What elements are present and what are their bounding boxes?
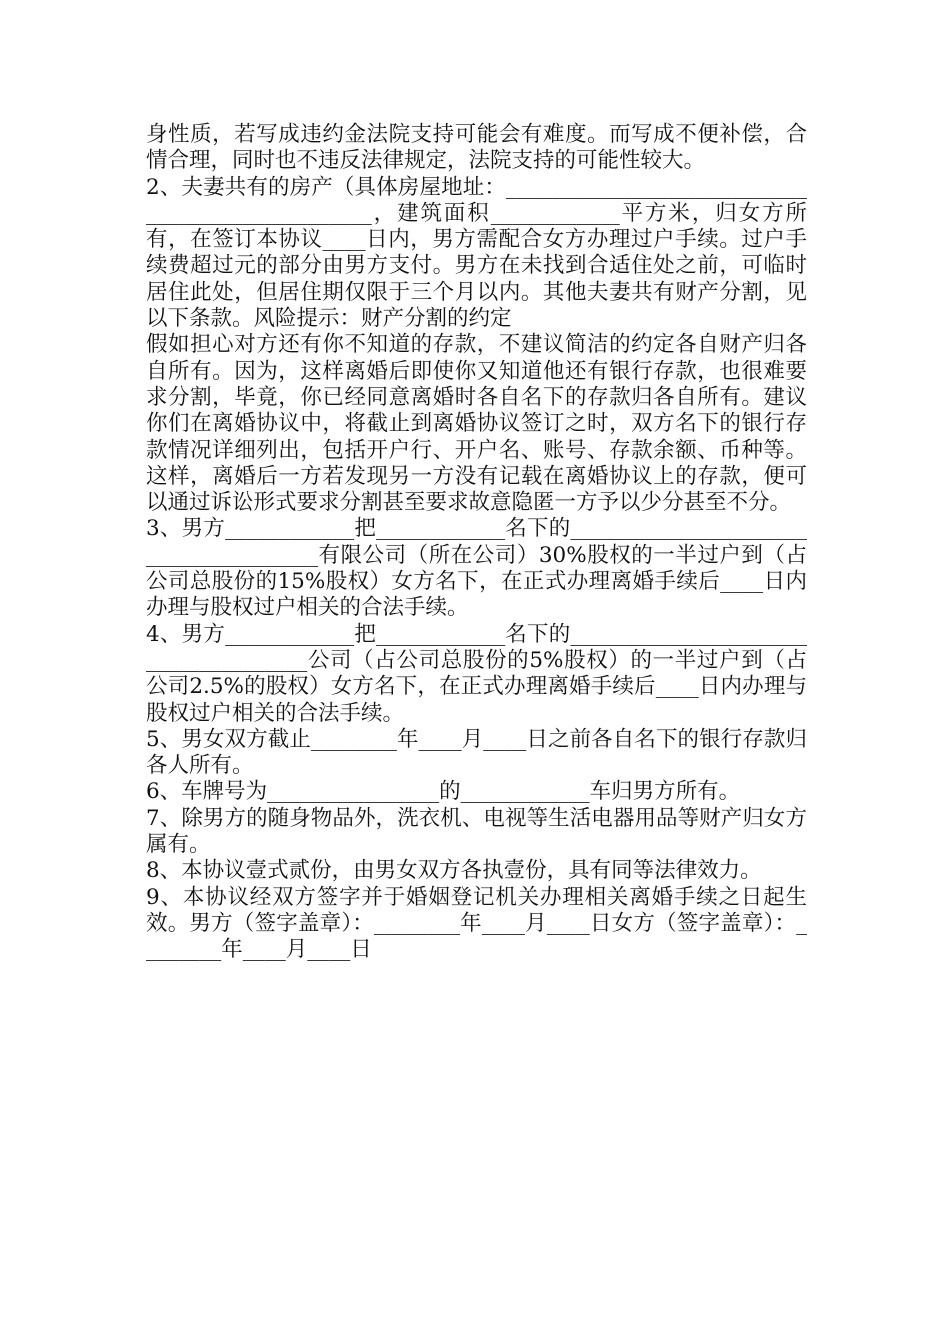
paragraph-clause-5-deposits: 5、男女双方截止________年____月____日之前各自名下的银行存款归各人所有。 <box>146 726 807 779</box>
paragraph-clause-9-signatures: 9、本协议经双方签字并于婚姻登记机关办理相关离婚手续之日起生效。男方（签字盖章）：________年____月____日女方（签字盖章）：________年____月____日 <box>146 884 807 963</box>
document-body <box>146 122 807 964</box>
paragraph-risk-note: 假如担心对方还有你不知道的存款，不建议简洁的约定各自财产归各自所有。因为，这样离婚后即使你又知道他还有银行存款，也很难要求分割，毕竟，你已经同意离婚时各自名下的存款归各自所有。建议你们在离婚协议中，将截止到离婚协议签订之时，双方名下的银行存款情况详细列出，包括开户行、开户名、账号、存款余额、币种等。这样，离婚后一方若发现另一方没有记载在离婚协议上的存款，便可以通过诉讼形式要求分割甚至要求故意隐匿一方予以少分甚至不分。 <box>146 332 807 516</box>
paragraph-clause-3-equity: 3、男方____________把____________名下的______________________________________有限公司（所在公司）30%股权的一半过户到（占公司总股份的15%股权）女方名下，在正式办理离婚手续后____日内办理与股权过户相关的合法手续。 <box>146 516 807 621</box>
paragraph-clause-2-property: 2、夫妻共有的房产（具体房屋地址：_________________________________________________，建筑面积____________平方米，归女方所有，在签订本协议____日内，男方需配合女方办理过户手续。过户手续费超过元的部分由男方支付。男方在未找到合适住处之前，可临时居住此处，但居住期仅限于三个月以内。其他夫妻共有财产分割，见以下条款。风险提示：财产分割的约定 <box>146 174 807 332</box>
paragraph-continuation: 身性质，若写成违约金法院支持可能会有难度。而写成不便补偿，合情合理，同时也不违反法律规定，法院支持的可能性较大。 <box>146 122 807 174</box>
paragraph-clause-4-equity: 4、男方____________把____________名下的_____________________________________公司（占公司总股份的5%股权）的一半过户到（占公司2.5%的股权）女方名下，在正式办理离婚手续后____日内办理与股权过户相关的合法手续。 <box>146 621 807 726</box>
paragraph-clause-6-vehicle: 6、车牌号为________________的____________车归男方所有。 <box>146 779 741 805</box>
paragraph-clause-7-appliances: 7、除男方的随身物品外，洗衣机、电视等生活电器用品等财产归女方属有。 <box>146 805 807 858</box>
paragraph-clause-8-copies: 8、本协议壹式贰份，由男女双方各执壹份，具有同等法律效力。 <box>146 858 762 884</box>
